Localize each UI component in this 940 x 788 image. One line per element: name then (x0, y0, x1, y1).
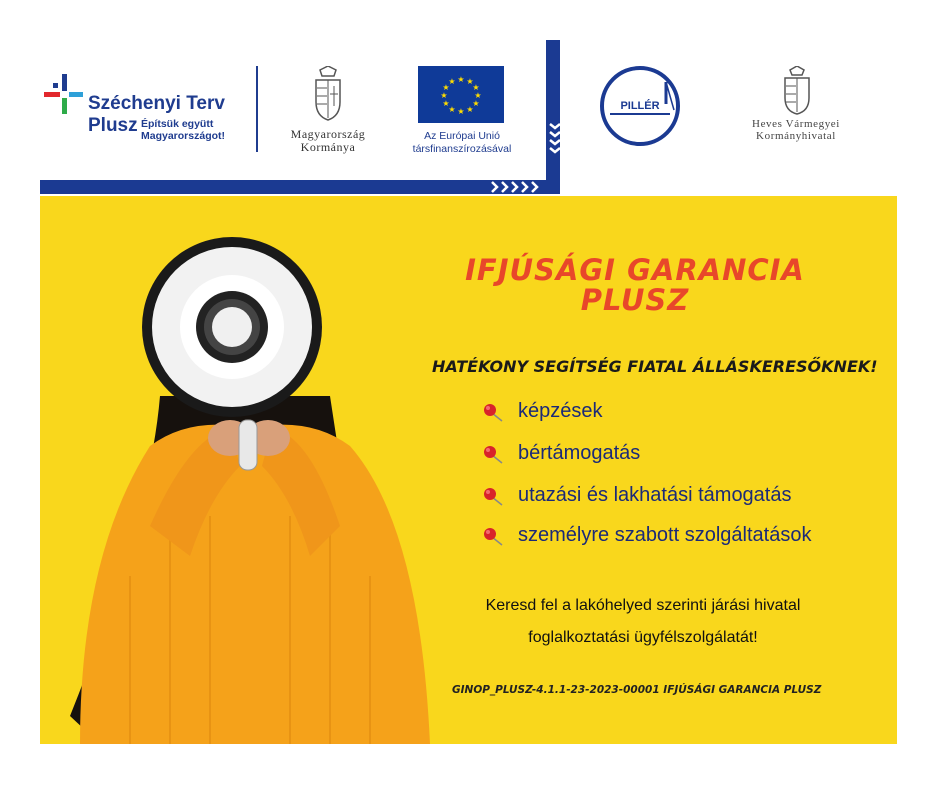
pushpin-icon (482, 485, 504, 507)
svg-text:★: ★ (474, 91, 482, 100)
svg-text:★: ★ (448, 105, 456, 114)
svg-text:★: ★ (442, 99, 450, 108)
szechenyi-slogan (141, 118, 251, 142)
project-reference: GINOP_PLUSZ-4.1.1-23-2023-00001 IFJÚSÁGI GARANCIA PLUSZ (452, 684, 822, 696)
government-text (278, 128, 378, 154)
heves-line-1: Heves Vármegyei (752, 118, 840, 130)
svg-text:★: ★ (472, 99, 480, 108)
chevron-decoration-icon (548, 118, 562, 170)
eu-flag-icon (418, 66, 504, 123)
header-blue-vertical-bar (546, 40, 560, 194)
heves-line-2: Kormányhivatal (756, 130, 836, 142)
subheadline: HATÉKONY SEGÍTSÉG FIATAL ÁLLÁSKERESŐKNEK! (432, 357, 878, 376)
headline (440, 255, 830, 315)
svg-text:★: ★ (442, 83, 450, 92)
megaphone-woman-illustration (40, 196, 470, 744)
header-divider (256, 66, 258, 152)
szechenyi-plusz: Plusz (88, 115, 138, 136)
gov-line-1: Magyarország (290, 127, 366, 141)
szechenyi-cross-icon (42, 72, 84, 114)
svg-text:★: ★ (472, 83, 480, 92)
pushpin-icon (482, 443, 504, 465)
eu-line-2: társfinanszírozásával (412, 143, 512, 155)
pushpin-icon (482, 401, 504, 423)
cta-line-2: foglalkoztatási ügyfélszolgálatát! (528, 629, 758, 646)
headline-line-1: IFJÚSÁGI GARANCIA (465, 253, 805, 287)
list-item-label: utazási és lakhatási támogatás (518, 484, 792, 506)
chevron-right-decoration-icon (488, 180, 544, 194)
slogan-line-2: Magyarországot! (141, 130, 226, 142)
slogan-line-1: Építsük együtt (141, 118, 214, 130)
headline-line-2: PLUSZ (580, 283, 690, 317)
pushpin-icon (482, 525, 504, 547)
svg-text:★: ★ (457, 107, 465, 116)
coat-of-arms-icon (312, 66, 344, 122)
header-blue-horizontal-bar (40, 180, 560, 194)
gov-line-2: Kormánya (300, 140, 356, 154)
svg-text:★: ★ (466, 77, 474, 86)
call-to-action (420, 590, 866, 654)
piller-label: PILLÉR (620, 100, 660, 112)
list-item-label: személyre szabott szolgáltatások (518, 524, 812, 546)
eu-cofinancing-text (398, 130, 526, 156)
eu-line-1: Az Európai Unió (424, 130, 500, 142)
szechenyi-title: Széchenyi Terv (88, 93, 225, 114)
list-item-label: bértámogatás (518, 442, 641, 464)
cta-line-1: Keresd fel a lakóhelyed szerinti járási hivatal (485, 597, 801, 614)
list-item-label: képzések (518, 400, 603, 422)
heves-coat-of-arms-icon (782, 66, 812, 116)
svg-text:★: ★ (440, 91, 448, 100)
heves-text (740, 118, 852, 142)
svg-text:★: ★ (457, 75, 465, 84)
svg-text:★: ★ (448, 77, 456, 86)
svg-text:★: ★ (466, 105, 474, 114)
